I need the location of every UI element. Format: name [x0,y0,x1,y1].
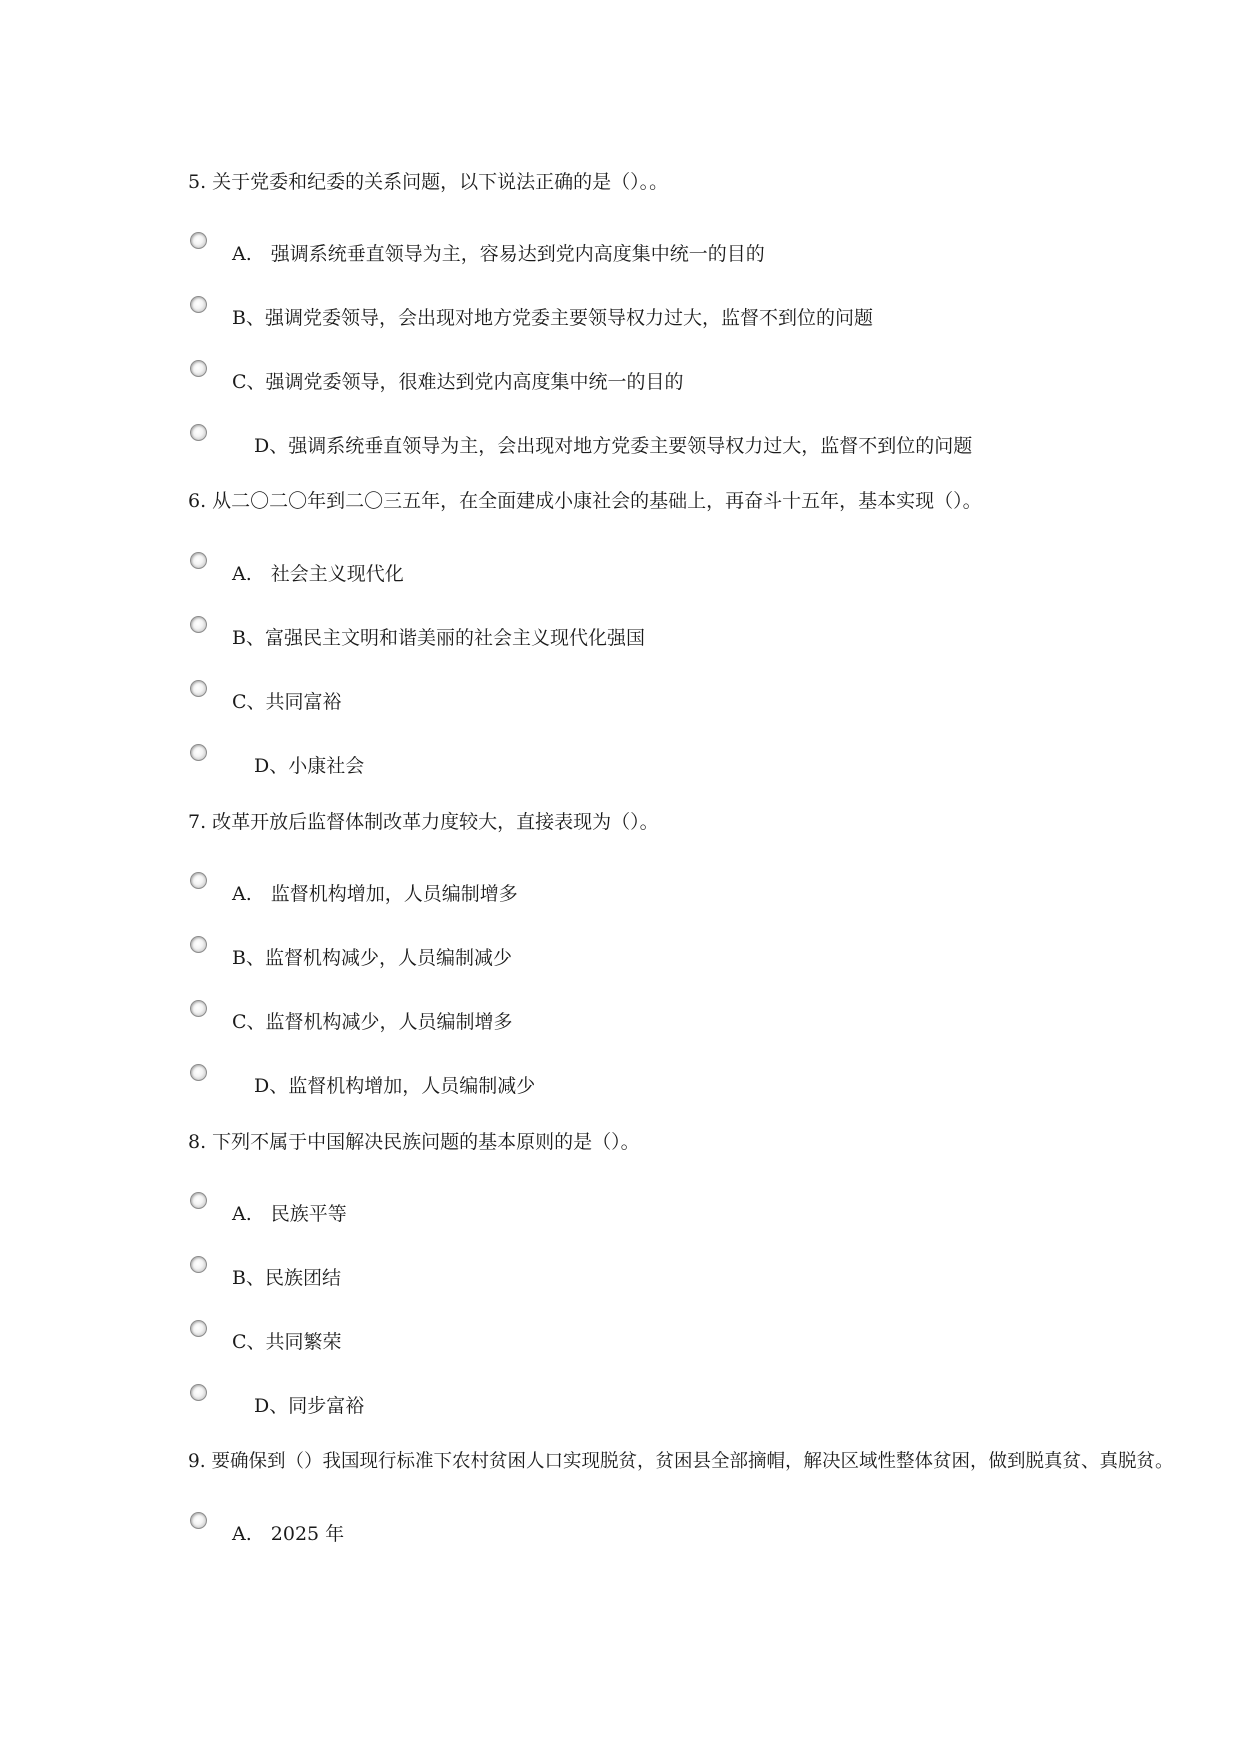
option-q5-d: D、强调系统垂直领导为主，会出现对地方党委主要领导权力过大，监督不到位的问题 [254,435,973,457]
question-6-text: 6. 从二〇二〇年到二〇三五年，在全面建成小康社会的基础上，再奋斗十五年，基本实现（）。 [188,490,982,512]
option-q8-d: D、同步富裕 [254,1395,365,1417]
option-q5-b: B、强调党委领导，会出现对地方党委主要领导权力过大，监督不到位的问题 [232,307,873,329]
option-q6-a: A. 社会主义现代化 [232,563,404,585]
option-q6-d: D、小康社会 [254,755,365,777]
question-8-text: 8. 下列不属于中国解决民族问题的基本原则的是（）。 [188,1131,640,1153]
question-9-text: 9. 要确保到（）我国现行标准下农村贫困人口实现脱贫，贫困县全部摘帽，解决区域性整体贫困，做到脱真贫、真脱贫。 [188,1451,1174,1472]
radio-q8-a[interactable] [190,1192,207,1209]
option-q7-d: D、监督机构增加，人员编制减少 [254,1075,536,1097]
question-7-text: 7. 改革开放后监督体制改革力度较大，直接表现为（）。 [188,811,659,833]
radio-q7-a[interactable] [190,872,207,889]
option-q7-c: C、监督机构减少，人员编制增多 [232,1011,513,1033]
option-q6-b: B、富强民主文明和谐美丽的社会主义现代化强国 [232,627,645,649]
radio-q8-c[interactable] [190,1320,207,1337]
radio-q8-b[interactable] [190,1256,207,1273]
option-q5-c: C、强调党委领导，很难达到党内高度集中统一的目的 [232,371,684,393]
option-q5-a: A. 强调系统垂直领导为主，容易达到党内高度集中统一的目的 [232,243,765,265]
radio-q5-b[interactable] [190,296,207,313]
option-q9-a: A. 2025 年 [232,1523,345,1545]
option-q8-b: B、民族团结 [232,1267,341,1289]
radio-q7-d[interactable] [190,1064,207,1081]
radio-q5-d[interactable] [190,424,207,441]
radio-q5-c[interactable] [190,360,207,377]
radio-q6-c[interactable] [190,680,207,697]
question-5-text: 5. 关于党委和纪委的关系问题，以下说法正确的是（）。。 [188,171,669,193]
radio-q7-b[interactable] [190,936,207,953]
radio-q5-a[interactable] [190,232,207,249]
option-q8-a: A. 民族平等 [232,1203,347,1225]
radio-q8-d[interactable] [190,1384,207,1401]
radio-q9-a[interactable] [190,1512,207,1529]
option-q7-b: B、监督机构减少，人员编制减少 [232,947,512,969]
option-q6-c: C、共同富裕 [232,691,342,713]
option-q7-a: A. 监督机构增加，人员编制增多 [232,883,518,905]
option-q8-c: C、共同繁荣 [232,1331,342,1353]
radio-q6-a[interactable] [190,552,207,569]
radio-q6-b[interactable] [190,616,207,633]
radio-q6-d[interactable] [190,744,207,761]
radio-q7-c[interactable] [190,1000,207,1017]
